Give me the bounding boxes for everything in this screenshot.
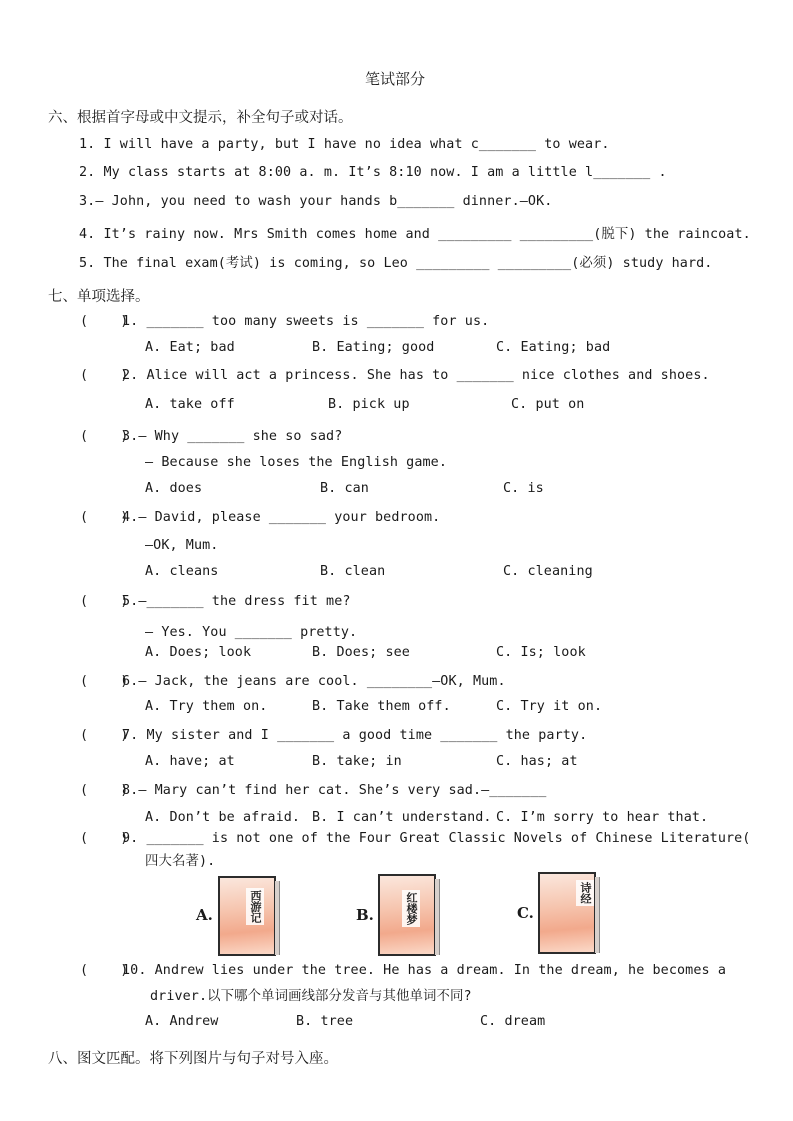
q3-option-a: A. does <box>145 481 203 496</box>
book-title: 诗经 <box>576 880 594 906</box>
q5-option-b: B. Does; see <box>312 645 410 660</box>
q1-option-c: C. Eating; bad <box>496 340 611 355</box>
q7-text: 7. My sister and I _______ a good time _______ the party. <box>122 728 588 743</box>
answer-paren[interactable]: ( ) <box>80 674 129 689</box>
q3-text-2: — Because she loses the English game. <box>145 455 447 470</box>
q5-option-c: C. Is; look <box>496 645 586 660</box>
q1-option-a: A. Eat; bad <box>145 340 235 355</box>
s6-item-1: 1. I will have a party, but I have no idea what c_______ to wear. <box>79 137 610 152</box>
q10-option-b: B. tree <box>296 1014 354 1029</box>
answer-paren[interactable]: ( ) <box>80 314 129 329</box>
q9-option-c-letter: C. <box>517 904 534 922</box>
q8-text: 8.— Mary can’t find her cat. She’s very sad.—_______ <box>122 783 547 798</box>
answer-paren[interactable]: ( ) <box>80 783 129 798</box>
book-xiyouji-image <box>218 876 276 956</box>
q5-text: 5.—_______ the dress fit me? <box>122 594 351 609</box>
s6-item-3: 3.— John, you need to wash your hands b_______ dinner.—OK. <box>79 194 553 209</box>
s6-item-2: 2. My class starts at 8:00 a. m. It’s 8:10 now. I am a little l_______ . <box>79 165 667 180</box>
q2-option-c: C. put on <box>511 397 585 412</box>
q7-option-a: A. have; at <box>145 754 235 769</box>
q10-text-2: driver.以下哪个单词画线部分发音与其他单词不同? <box>150 989 472 1004</box>
q9-text: 9. _______ is not one of the Four Great Classic Novels of Chinese Literature( <box>122 831 751 846</box>
q6-option-b: B. Take them off. <box>312 699 451 714</box>
q4-option-c: C. cleaning <box>503 564 593 579</box>
page-title: 笔试部分 <box>365 70 426 88</box>
q6-text: 6.— Jack, the jeans are cool. ________—OK, Mum. <box>122 674 506 689</box>
q8-option-c: C. I’m sorry to hear that. <box>496 810 709 825</box>
answer-paren[interactable]: ( ) <box>80 510 129 525</box>
s6-item-4: 4. It’s rainy now. Mrs Smith comes home and _________ _________(脱下) the raincoat. <box>79 227 751 242</box>
q5-text-2: — Yes. You _______ pretty. <box>145 625 358 640</box>
q9-option-b-letter: B. <box>356 906 374 924</box>
q3-option-b: B. can <box>320 481 369 496</box>
answer-paren[interactable]: ( ) <box>80 368 129 383</box>
q2-text: 2. Alice will act a princess. She has to _______ nice clothes and shoes. <box>122 368 710 383</box>
q10-option-a: A. Andrew <box>145 1014 219 1029</box>
q3-option-c: C. is <box>503 481 544 496</box>
answer-paren[interactable]: ( ) <box>80 963 129 978</box>
q5-option-a: A. Does; look <box>145 645 252 660</box>
q9-text-2: 四大名著). <box>145 854 216 869</box>
s6-item-5: 5. The final exam(考试) is coming, so Leo _________ _________(必须) study hard. <box>79 256 713 271</box>
q4-option-b: B. clean <box>320 564 386 579</box>
section-7-heading: 七、单项选择。 <box>48 289 150 305</box>
q2-option-a: A. take off <box>145 397 235 412</box>
q1-option-b: B. Eating; good <box>312 340 435 355</box>
section-8-heading: 八、图文匹配。将下列图片与句子对号入座。 <box>48 1051 338 1067</box>
q4-text-2: —OK, Mum. <box>145 538 219 553</box>
book-hongloumeng-image <box>378 874 436 956</box>
q7-option-b: B. take; in <box>312 754 402 769</box>
book-title: 红楼梦 <box>402 890 420 927</box>
q7-option-c: C. has; at <box>496 754 578 769</box>
q1-text: 1. _______ too many sweets is _______ for us. <box>122 314 490 329</box>
answer-paren[interactable]: ( ) <box>80 429 129 444</box>
answer-paren[interactable]: ( ) <box>80 594 129 609</box>
q2-option-b: B. pick up <box>328 397 410 412</box>
section-6-heading: 六、根据首字母或中文提示，补全句子或对话。 <box>48 110 353 126</box>
q3-text: 3.— Why _______ she so sad? <box>122 429 343 444</box>
q6-option-a: A. Try them on. <box>145 699 268 714</box>
q4-option-a: A. cleans <box>145 564 219 579</box>
q10-option-c: C. dream <box>480 1014 546 1029</box>
q10-text: 10. Andrew lies under the tree. He has a dream. In the dream, he becomes a <box>122 963 726 978</box>
q8-option-a: A. Don’t be afraid. <box>145 810 301 825</box>
q6-option-c: C. Try it on. <box>496 699 603 714</box>
answer-paren[interactable]: ( ) <box>80 728 129 743</box>
q9-option-a-letter: A. <box>196 906 213 924</box>
q8-option-b: B. I can’t understand. <box>312 810 492 825</box>
answer-paren[interactable]: ( ) <box>80 831 129 846</box>
q4-text: 4.— David, please _______ your bedroom. <box>122 510 441 525</box>
book-title: 西游记 <box>246 888 264 925</box>
book-shijing-image <box>538 872 596 954</box>
